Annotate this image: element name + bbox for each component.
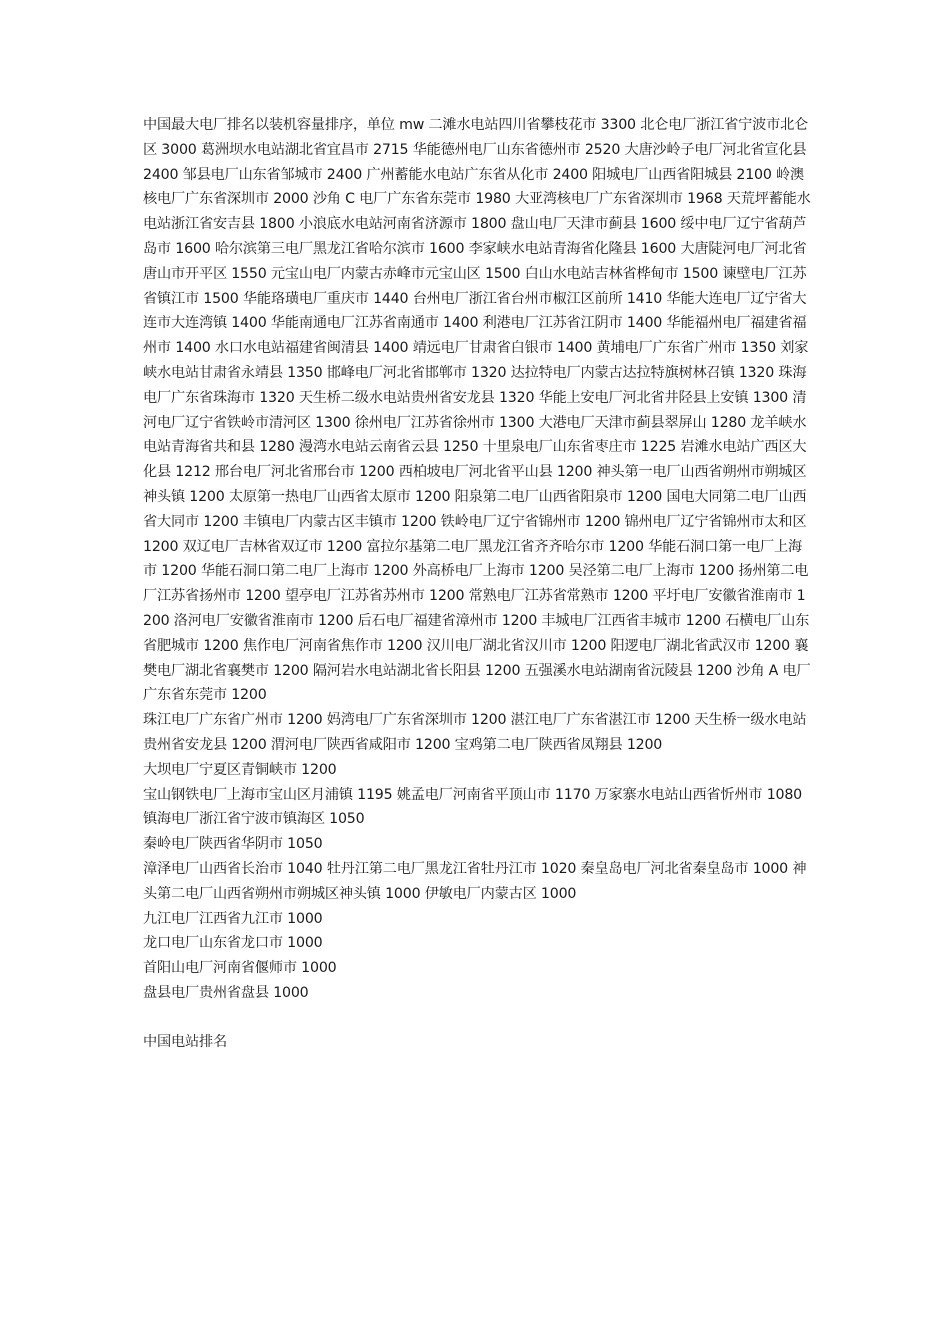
document-body: [143, 113, 811, 1055]
paragraph-panxian: 盘县电厂贵州省盘县 1000: [143, 984, 309, 1001]
blank-line: [143, 1006, 811, 1031]
paragraph-qinling: 秦岭电厂陕西省华阴市 1050: [143, 836, 323, 853]
paragraph-zhujiang: 珠江电厂广东省广州市 1200 妈湾电厂广东省深圳市 1200 湛江电厂广东省湛江市 1200 天生桥一级水电站贵州省安龙县 1200 渭河电厂陕西省咸阳市 1200 宝鸡第二电厂陕西省凤翔县 1200: [143, 712, 807, 753]
paragraph-shouyangshan: 首阳山电厂河南省偃师市 1000: [143, 960, 337, 977]
paragraph-main: 中国最大电厂排名以装机容量排序，单位 mw 二滩水电站四川省攀枝花市 3300 北仑电厂浙江省宁波市北仑区 3000 葛洲坝水电站湖北省宜昌市 2715 华能德州电厂山东省德州市 2520 大唐沙岭子电厂河北省宣化县 2400 邹县电厂山东省邹城市 2400 广州蓄能水电站广东省从化市 2400 阳城电厂山西省阳城县 2100 岭澳核电厂广东省深圳市 2000 沙角 C 电厂广东省东莞市 1980 大亚湾核电厂广东省深圳市 1968 天荒坪蓄能水电站浙江省安吉县 1800 小浪底水电站河南省济源市 1800 盘山电厂天津市蓟县 1600 绥中电厂辽宁省葫芦岛市 1600 哈尔滨第三电厂黑龙江省哈尔滨市 1600 李家峡水电站青海省化隆县 1600 大唐陡河电厂河北省唐山市开平区 1550 元宝山电厂内蒙古赤峰市元宝山区 1500 白山水电站吉林省桦甸市 1500 谏壁电厂江苏省镇江市 1500 华能珞璜电厂重庆市 1440 台州电厂浙江省台州市椒江区前所 1410 华能大连电厂辽宁省大连市大连湾镇 1400 华能南通电厂江苏省南通市 1400 利港电厂江苏省江阴市 1400 华能福州电厂福建省福州市 1400 水口水电站福建省闽清县 1400 靖远电厂甘肃省白银市 1400 黄埔电厂广东省广州市 1350 刘家峡水电站甘肃省永靖县 1350 邯峰电厂河北省邯郸市 1320 达拉特电厂内蒙古达拉特旗树林召镇 1320 珠海电厂广东省珠海市 1320 天生桥二级水电站贵州省安龙县 1320 华能上安电厂河北省井陉县上安镇 1300 清河电厂辽宁省铁岭市清河区 1300 徐州电厂江苏省徐州市 1300 大港电厂天津市蓟县翠屏山 1280 龙羊峡水电站青海省共和县 1280 漫湾水电站云南省云县 1250 十里泉电厂山东省枣庄市 1225 岩滩水电站广西区大化县 1212 邢台电厂河北省邢台市 1200 西柏坡电厂河北省平山县 1200 神头第一电厂山西省朔州市朔城区神头镇 1200 太原第一热电厂山西省太原市 1200 阳泉第二电厂山西省阳泉市 1200 国电大同第二电厂山西省大同市 1200 丰镇电厂内蒙古区丰镇市 1200 铁岭电厂辽宁省锦州市 1200 锦州电厂辽宁省锦州市太和区 1200 双辽电厂吉林省双辽市 1200 富拉尔基第二电厂黑龙江省齐齐哈尔市 1200 华能石洞口第一电厂上海市 1200 华能石洞口第二电厂上海市 1200 外高桥电厂上海市 1200 吴泾第二电厂上海市 1200 扬州第二电厂江苏省扬州市 1200 望亭电厂江苏省苏州市 1200 常熟电厂江苏省常熟市 1200 平圩电厂安徽省淮南市 1200 洛河电厂安徽省淮南市 1200 后石电厂福建省漳州市 1200 丰城电厂江西省丰城市 1200 石横电厂山东省肥城市 1200 焦作电厂河南省焦作市 1200 汉川电厂湖北省汉川市 1200 阳逻电厂湖北省武汉市 1200 襄樊电厂湖北省襄樊市 1200 隔河岩水电站湖北省长阳县 1200 五强溪水电站湖南省沅陵县 1200 沙角 A 电厂广东省东莞市 1200: [143, 117, 811, 704]
paragraph-zhenhai: 镇海电厂浙江省宁波市镇海区 1050: [143, 811, 365, 828]
paragraph-longkou: 龙口电厂山东省龙口市 1000: [143, 935, 323, 952]
section-heading: 中国电站排名: [143, 1034, 227, 1051]
paragraph-jiujiang: 九江电厂江西省九江市 1000: [143, 910, 323, 927]
paragraph-zhangze: 漳泽电厂山西省长治市 1040 牡丹江第二电厂黑龙江省牡丹江市 1020 秦皇岛电厂河北省秦皇岛市 1000 神头第二电厂山西省朔州市朔城区神头镇 1000 伊敏电厂内蒙古区 1000: [143, 860, 807, 902]
paragraph-baoshan: 宝山钢铁电厂上海市宝山区月浦镇 1195 姚孟电厂河南省平顶山市 1170 万家寨水电站山西省忻州市 1080: [143, 786, 802, 803]
paragraph-daba: 大坝电厂宁夏区青铜峡市 1200: [143, 761, 337, 778]
